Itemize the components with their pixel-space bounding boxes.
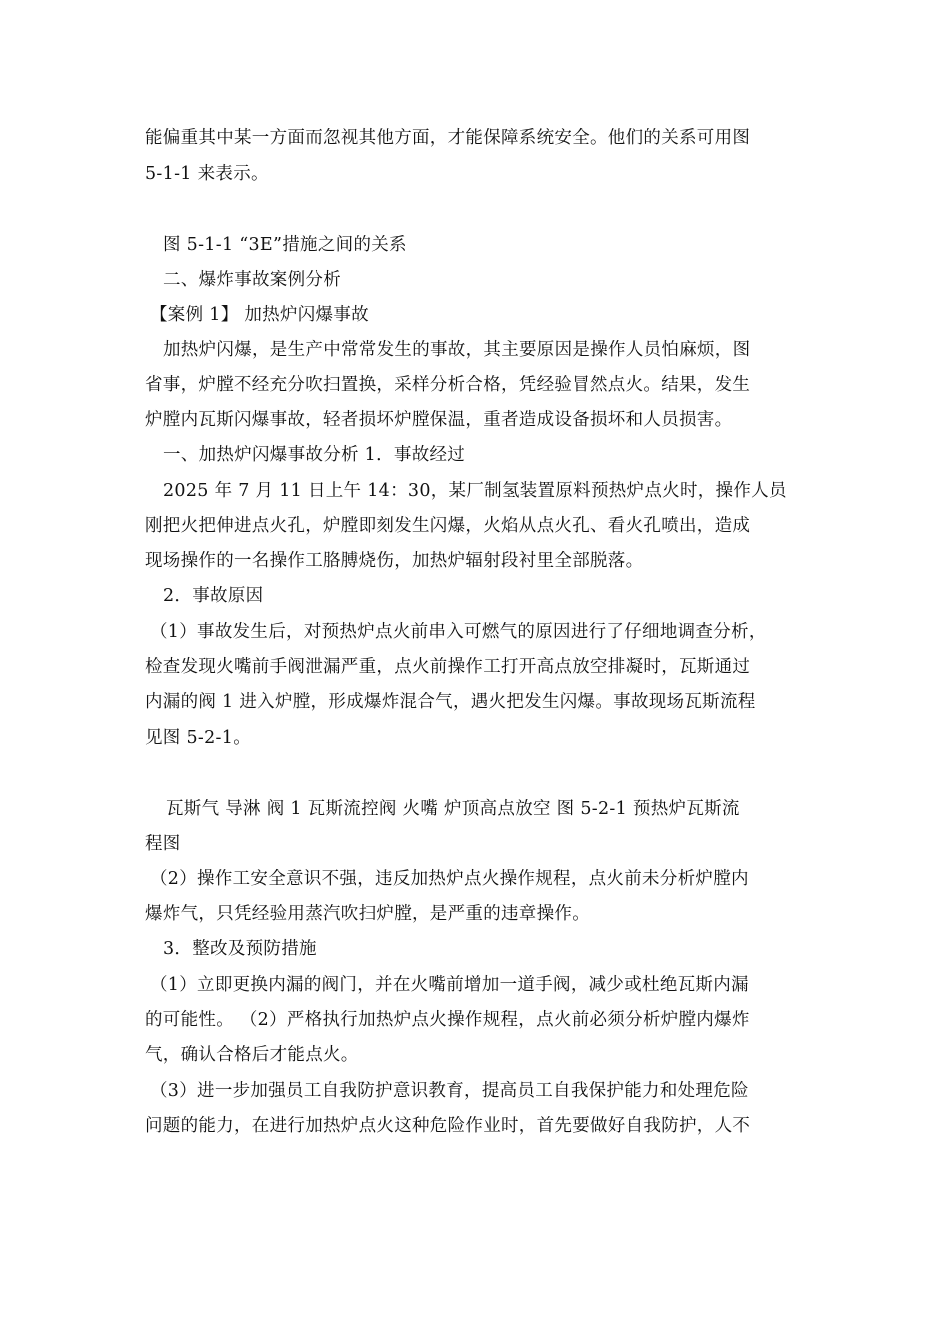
figure-caption: 图 5-1-1 “3E”措施之间的关系 [163,235,407,255]
body-line: 能偏重其中某一方面而忽视其他方面，才能保障系统安全。他们的关系可用图 [145,128,751,148]
section-heading: 二、爆炸事故案例分析 [163,270,341,290]
body-line: （1）立即更换内漏的阀门，并在火嘴前增加一道手阀，减少或杜绝瓦斯内漏 [150,975,749,995]
body-line: 省事，炉膛不经充分吹扫置换，采样分析合格，凭经验冒然点火。结果，发生 [145,375,751,395]
body-line: 内漏的阀 1 进入炉膛，形成爆炸混合气，遇火把发生闪爆。事故现场瓦斯流程 [145,692,756,712]
body-line: 问题的能力，在进行加热炉点火这种危险作业时，首先要做好自我防护，人不 [145,1116,751,1136]
body-line: 5-1-1 来表示。 [145,164,269,184]
body-line: （1）事故发生后，对预热炉点火前串入可燃气的原因进行了仔细地调查分析， [150,622,767,642]
sub-heading: 2．事故原因 [163,586,264,606]
figure-caption: 瓦斯气 导淋 阀 1 瓦斯流控阀 火嘴 炉顶高点放空 图 5-2-1 预热炉瓦斯流 [166,799,740,819]
body-line: 刚把火把伸进点火孔，炉膛即刻发生闪爆，火焰从点火孔、看火孔喷出，造成 [145,516,751,536]
sub-heading: 3．整改及预防措施 [163,939,317,959]
section-heading: 一、加热炉闪爆事故分析 1．事故经过 [163,445,466,465]
body-line: 爆炸气，只凭经验用蒸汽吹扫炉膛，是严重的违章操作。 [145,904,590,924]
body-line: 的可能性。 （2）严格执行加热炉点火操作规程，点火前必须分析炉膛内爆炸 [145,1010,750,1030]
figure-caption: 程图 [145,834,181,854]
body-line: 气，确认合格后才能点火。 [145,1045,359,1065]
body-line: （2）操作工安全意识不强，违反加热炉点火操作规程，点火前未分析炉膛内 [150,869,749,889]
body-line: 见图 5-2-1。 [145,728,251,748]
case-heading: 【案例 1】 加热炉闪爆事故 [150,305,369,325]
body-line: 炉膛内瓦斯闪爆事故，轻者损坏炉膛保温，重者造成设备损坏和人员损害。 [145,410,733,430]
body-line: 现场操作的一名操作工胳膊烧伤，加热炉辐射段衬里全部脱落。 [145,551,644,571]
body-line: （3）进一步加强员工自我防护意识教育，提高员工自我保护能力和处理危险 [150,1081,749,1101]
body-line: 2025 年 7 月 11 日上午 14：30，某厂制氢装置原料预热炉点火时，操作人员 [163,481,787,501]
body-line: 加热炉闪爆，是生产中常常发生的事故，其主要原因是操作人员怕麻烦，图 [163,340,751,360]
body-line: 检查发现火嘴前手阀泄漏严重，点火前操作工打开高点放空排凝时，瓦斯通过 [145,657,751,677]
